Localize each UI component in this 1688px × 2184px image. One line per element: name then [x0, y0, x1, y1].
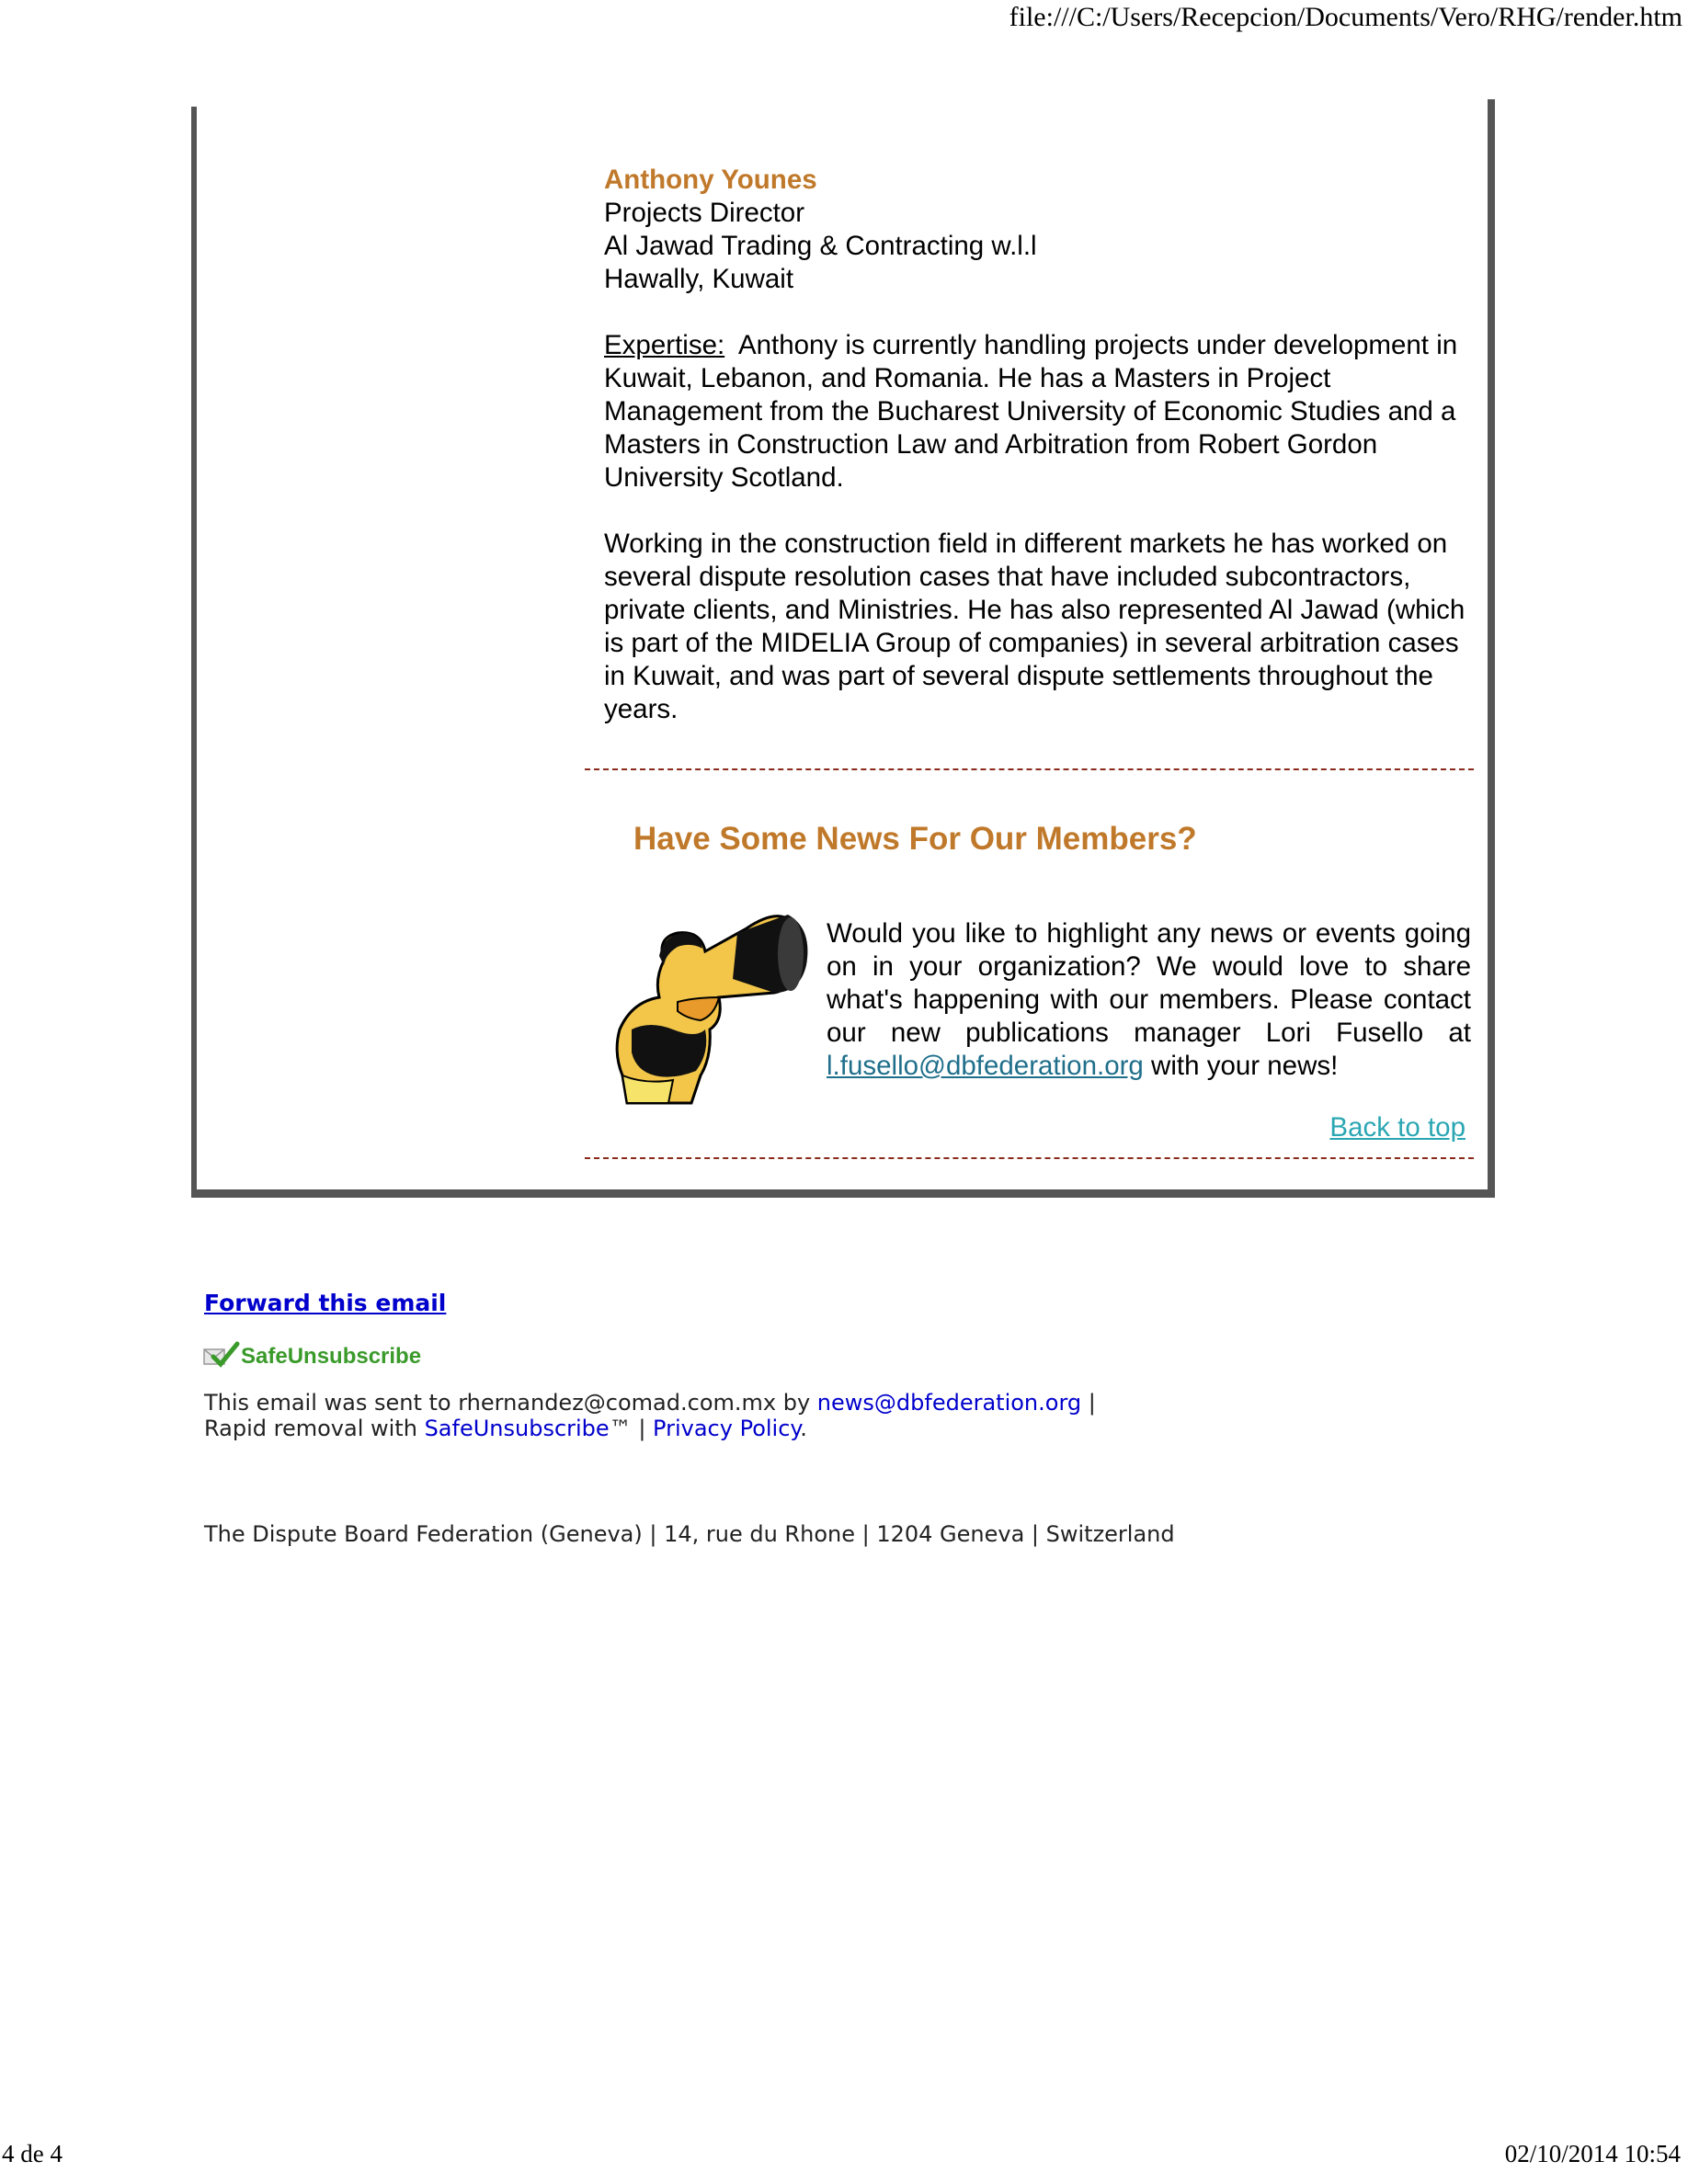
print-datetime: 02/10/2014 10:54	[1504, 2140, 1681, 2167]
member-profile	[604, 164, 1473, 726]
news-text-after: with your news!	[1151, 1051, 1339, 1081]
news-description	[827, 917, 1471, 1083]
expertise-label: Expertise:	[604, 330, 725, 360]
safe-logo-text: SafeUnsubscribe	[241, 1344, 422, 1369]
print-page-number: 4 de 4	[2, 2140, 63, 2167]
expertise-text: Anthony is currently handling projects under development in Kuwait, Lebanon, and Romania. He has a Masters in Project Management from the Bucharest University of Economic Studies and a Masters in Construction Law and Arbitration from Robert Gordon University Scotland.	[604, 330, 1458, 493]
section-divider-bottom	[585, 1157, 1474, 1159]
back-to-top-link[interactable]: Back to top	[1329, 1112, 1466, 1143]
profile-name: Anthony Younes	[604, 165, 817, 195]
email-content-frame	[191, 99, 1495, 1198]
profile-expertise	[604, 329, 1473, 495]
profile-location: Hawally, Kuwait	[604, 264, 794, 294]
rapid-removal-text: Rapid removal with	[204, 1416, 417, 1441]
period: .	[800, 1416, 807, 1441]
contact-email-link[interactable]: l.fusello@dbfederation.org	[827, 1051, 1144, 1081]
profile-title: Projects Director	[604, 198, 805, 228]
news-section-title: Have Some News For Our Members?	[633, 821, 1197, 857]
safeunsubscribe-logo[interactable]	[202, 1340, 443, 1370]
safeunsubscribe-link[interactable]: SafeUnsubscribe	[424, 1416, 610, 1441]
news-text-before: Would you like to highlight any news or events going on in your organization? We would love to share what's happening with our members. Please contact our new publications manager Lori Fusello at	[827, 918, 1471, 1048]
section-divider	[585, 768, 1474, 770]
profile-company: Al Jawad Trading & Contracting w.l.l	[604, 231, 1037, 261]
forward-email-link[interactable]: Forward this email	[204, 1290, 447, 1316]
sender-email-link[interactable]: news@dbfederation.org	[816, 1390, 1082, 1416]
organization-address: The Dispute Board Federation (Geneva) | 14, rue du Rhone | 1204 Geneva | Switzerland	[204, 1521, 1175, 1547]
profile-experience: Working in the construction field in different markets he has worked on several dispute resolution cases that have included subcontractors, private clients, and Ministries. He has also represented Al Jawad (which is part of the MIDELIA Group of companies) in several arbitration cases in Kuwait, and was part of several dispute settlements throughout the years.	[604, 529, 1466, 724]
sent-info	[204, 1390, 1096, 1441]
trademark-separator: ™ |	[609, 1416, 646, 1441]
privacy-policy-link[interactable]: Privacy Policy	[653, 1416, 801, 1441]
megaphone-person-icon	[609, 892, 822, 1105]
separator: |	[1088, 1390, 1096, 1416]
sent-to-text: This email was sent to rhernandez@comad.com.mx by	[204, 1390, 811, 1416]
print-header-url: file:///C:/Users/Recepcion/Documents/Vero/RHG/render.htm	[1009, 2, 1682, 32]
